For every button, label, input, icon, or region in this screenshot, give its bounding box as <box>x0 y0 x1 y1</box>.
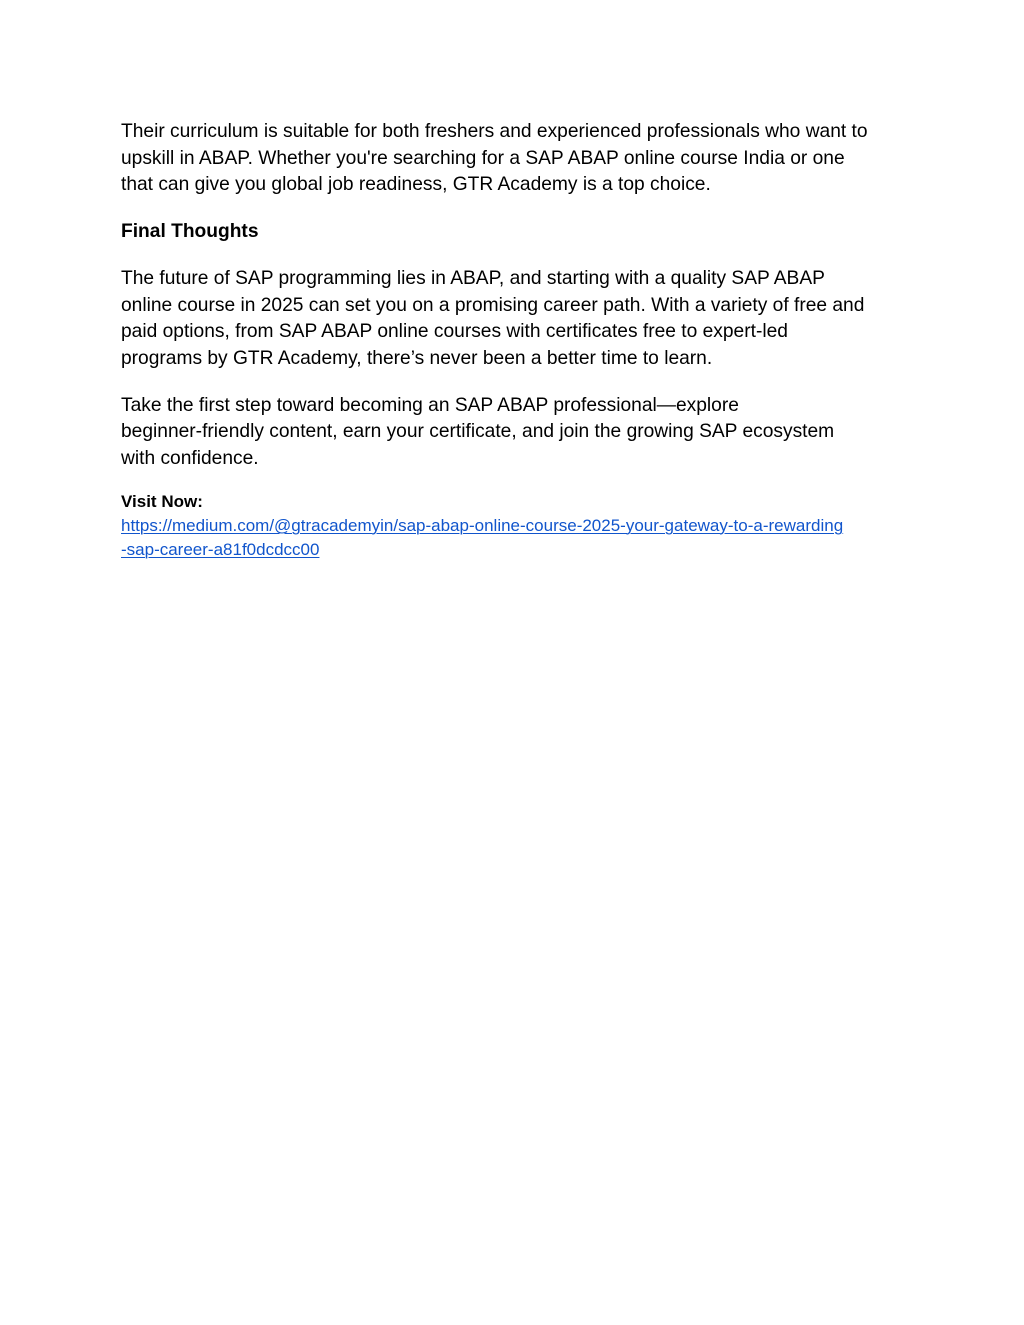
text-line: online course in 2025 can set you on a promising career path. With a variety of free and <box>121 294 865 316</box>
text-line: The future of SAP programming lies in ABAP, and starting with a quality SAP ABAP <box>121 267 825 289</box>
medium-article-link[interactable] <box>121 514 911 562</box>
text-line: with confidence. <box>121 448 259 470</box>
paragraph-curriculum <box>121 119 911 199</box>
text-line: beginner-friendly content, earn your certificate, and join the growing SAP ecosystem <box>121 421 835 443</box>
visit-label: Visit Now: <box>121 491 203 511</box>
text-line: Their curriculum is suitable for both freshers and experienced professionals who want to <box>121 121 868 142</box>
link-line[interactable]: https://medium.com/@gtracademyin/sap-abap-online-course-2025-your-gateway-to-a-rewarding <box>121 515 844 535</box>
text-line: paid options, from SAP ABAP online courses with certificates free to expert-led <box>121 321 788 343</box>
section-heading: Final Thoughts <box>121 221 259 243</box>
link-line[interactable]: -sap-career-a81f0dcdcc00 <box>121 539 320 559</box>
visit-section <box>121 490 911 562</box>
paragraph-first-step <box>121 393 911 473</box>
text-line: programs by GTR Academy, there’s never been a better time to learn. <box>121 347 713 369</box>
text-line: upskill in ABAP. Whether you're searching for a SAP ABAP online course India or one <box>121 147 845 169</box>
text-line: that can give you global job readiness, GTR Academy is a top choice. <box>121 174 711 196</box>
document-page <box>121 119 911 562</box>
paragraph-future <box>121 266 911 373</box>
text-line: Take the first step toward becoming an SAP ABAP professional—explore <box>121 394 739 416</box>
